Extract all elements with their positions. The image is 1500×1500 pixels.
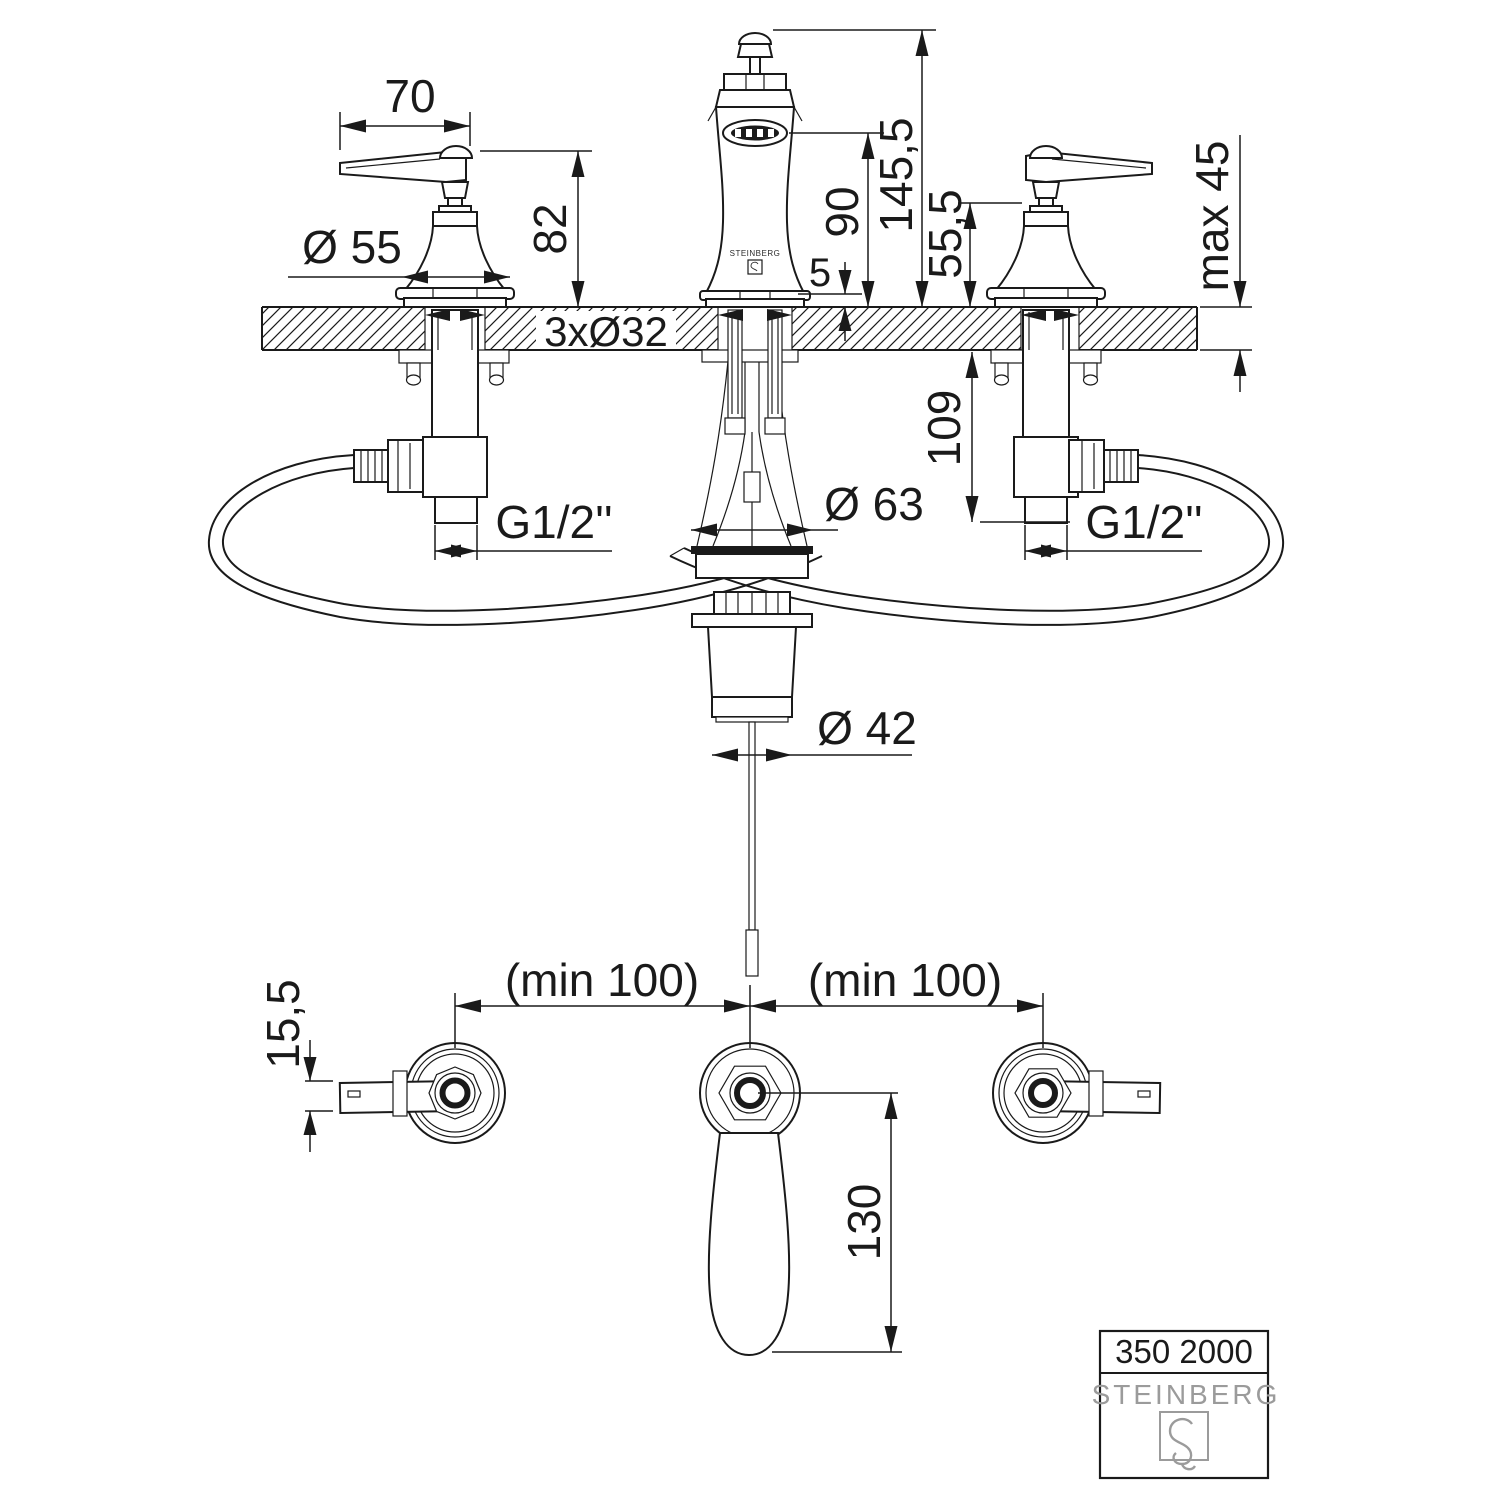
dim-label-90: 90: [816, 186, 868, 238]
dim-label-dia42: Ø 42: [817, 702, 917, 754]
plan-view: [340, 1043, 1160, 1355]
dim-label-holes: 3xØ32: [544, 308, 668, 355]
dim-label-55-5: 55,5: [919, 189, 971, 279]
spout-tailpiece-and-drain: [691, 310, 813, 976]
title-block: [1092, 1331, 1281, 1478]
dim-label-5: 5: [808, 251, 832, 295]
dim-label-min100-left: (min 100): [504, 954, 700, 1006]
dim-label-dia55: Ø 55: [302, 221, 402, 273]
spout-body: [700, 33, 810, 307]
spout-plan: [700, 1043, 800, 1355]
dim-label-82: 82: [524, 203, 576, 255]
dim-label-130: 130: [838, 1183, 890, 1261]
dim-label-g12-left: G1/2'': [495, 496, 613, 548]
dim-label-70: 70: [384, 70, 436, 122]
dim-label-109: 109: [918, 389, 970, 467]
right-handle: [987, 146, 1152, 307]
product-code: 350 2000: [1115, 1333, 1253, 1370]
dim-label-dia63: Ø 63: [824, 478, 924, 530]
dim-label-g12-right: G1/2'': [1085, 496, 1203, 548]
dim-label-min100-right: (min 100): [807, 954, 1003, 1006]
right-handle-plan: [993, 1043, 1160, 1143]
dim-label-145-5: 145,5: [870, 117, 922, 233]
dim-label-15-5: 15,5: [257, 979, 309, 1069]
left-handle-plan: [340, 1043, 505, 1143]
dim-label-max45: max 45: [1186, 140, 1238, 292]
spout-brand-label: STEINBERG: [729, 249, 781, 258]
brand-name: STEINBERG: [1091, 1379, 1281, 1410]
